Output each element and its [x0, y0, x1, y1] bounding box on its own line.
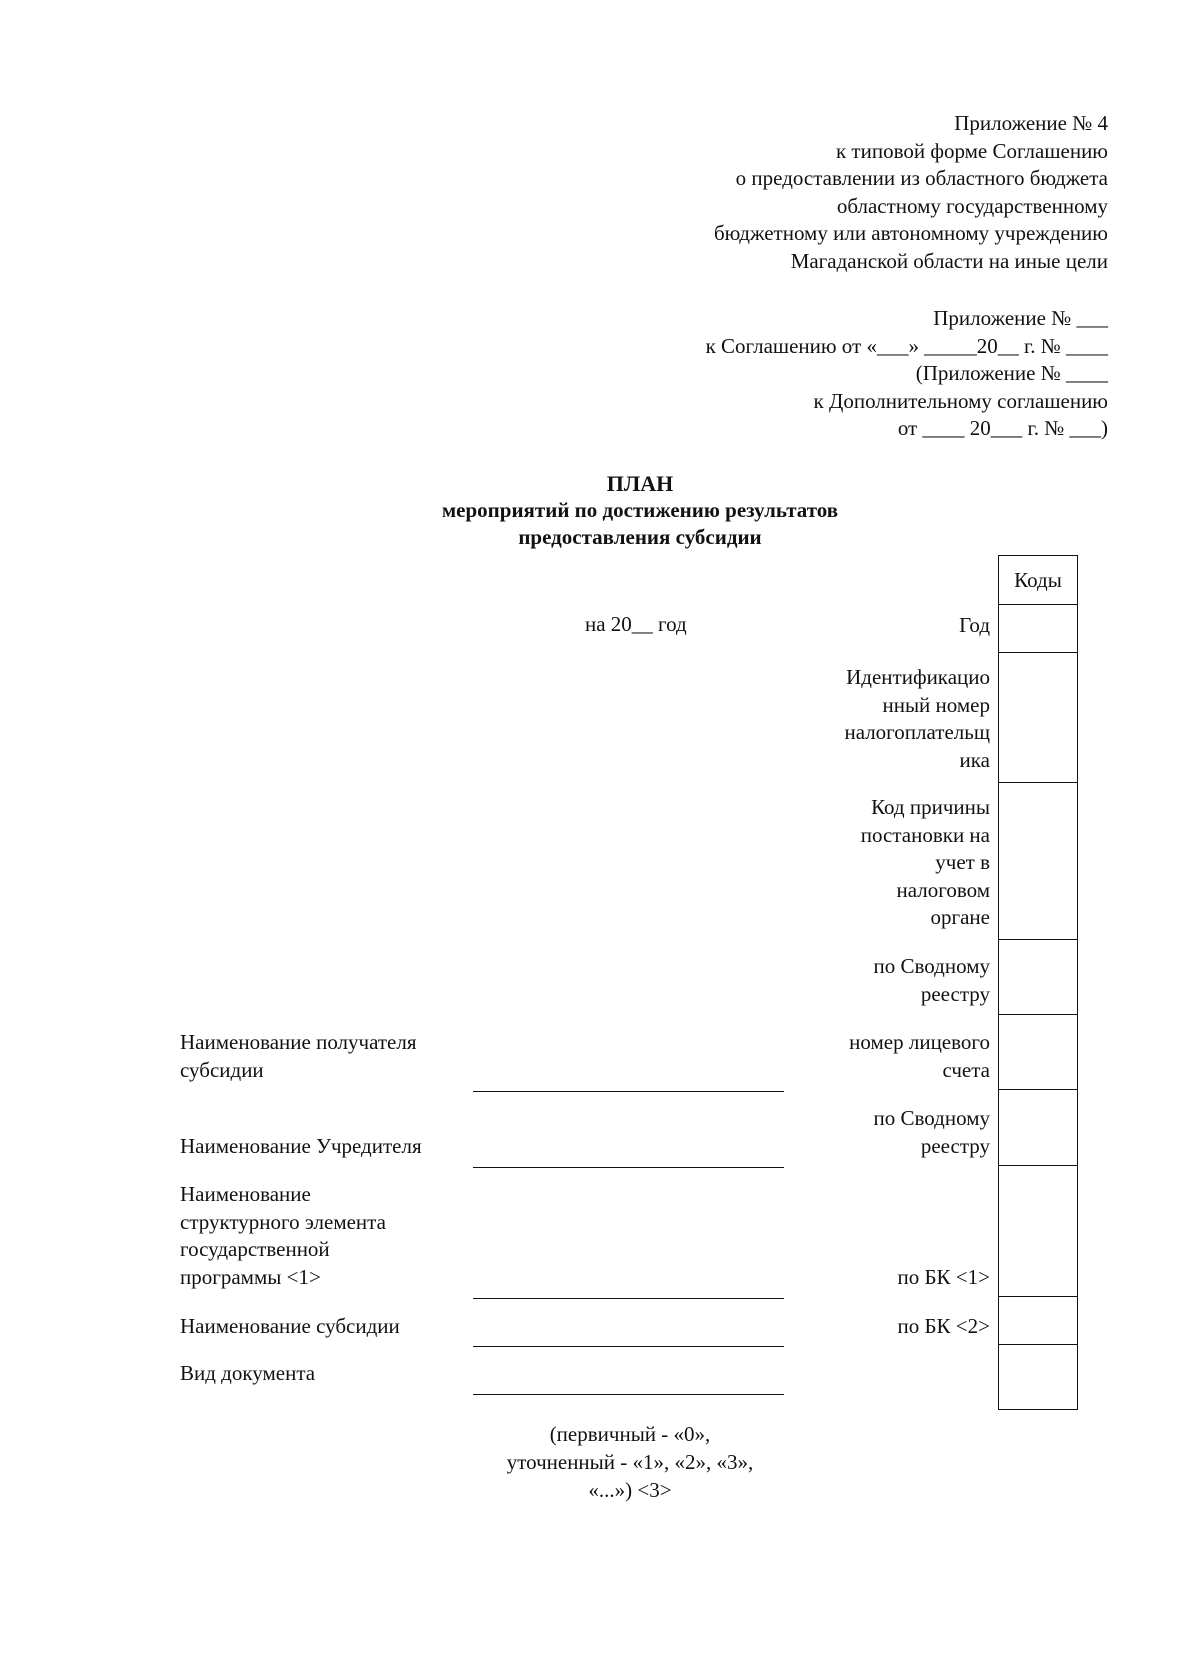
label-kpp-line: Код причины	[871, 795, 990, 819]
label-svod-line: реестру	[920, 1133, 990, 1158]
title-line: мероприятий по достижению результатов	[441, 498, 839, 522]
code-cell-account[interactable]	[999, 1014, 1077, 1090]
label-kpp	[861, 794, 990, 932]
label-bk-2: по БК <2>	[897, 1314, 990, 1338]
note-line: (первичный - «0»,	[549, 1422, 711, 1446]
agreement-reference	[706, 305, 1108, 443]
label-subsidy: Наименование субсидии	[180, 1314, 400, 1338]
label-inn-line: ика	[959, 747, 990, 772]
label-account-line: номер лицевого	[849, 1030, 990, 1054]
label-kpp-line: налоговом	[896, 877, 990, 902]
label-account	[849, 1029, 990, 1084]
doc-type-field[interactable]	[473, 1394, 784, 1395]
label-svod-2	[874, 1105, 990, 1160]
label-program-line: Наименование	[180, 1182, 311, 1206]
reference-line: к Соглашению от «___» _____20__ г. № ____	[705, 333, 1108, 358]
label-inn-line: Идентификацио	[846, 665, 990, 689]
note-line: «...») <3>	[588, 1478, 672, 1502]
header-line: областному государственному	[836, 193, 1108, 218]
label-founder: Наименование Учредителя	[180, 1134, 422, 1158]
program-field[interactable]	[473, 1298, 784, 1299]
title-main: ПЛАН	[606, 471, 674, 496]
reference-line: Приложение № ___	[933, 306, 1108, 330]
label-svod-line: реестру	[920, 981, 990, 1006]
recipient-field[interactable]	[473, 1091, 784, 1092]
reference-line: к Дополнительному соглашению	[813, 388, 1108, 413]
header-line: к типовой форме Соглашению	[835, 138, 1108, 163]
code-cell-bk-2[interactable]	[999, 1296, 1077, 1345]
title-line: предоставления субсидии	[518, 525, 762, 549]
label-kpp-line: учет в	[935, 850, 990, 874]
code-cell-year[interactable]	[999, 604, 1077, 653]
code-cell-svod-2[interactable]	[999, 1089, 1077, 1166]
label-bk-1: по БК <1>	[897, 1265, 990, 1289]
label-program	[180, 1181, 386, 1291]
doc-type-note	[470, 1420, 790, 1504]
label-doc-type: Вид документа	[180, 1361, 316, 1385]
header-line: Магаданской области на иные цели	[790, 248, 1108, 273]
founder-field[interactable]	[473, 1167, 784, 1168]
header-line: о предоставлении из областного бюджета	[735, 166, 1108, 190]
label-svod-1	[874, 953, 990, 1008]
reference-line: (Приложение № ____	[915, 361, 1108, 385]
code-cell-kpp[interactable]	[999, 782, 1077, 940]
document-title	[380, 470, 900, 551]
code-cell-svod-1[interactable]	[999, 939, 1077, 1015]
label-svod-line: по Сводному	[873, 1106, 990, 1130]
label-program-line: программы <1>	[180, 1264, 321, 1289]
appendix-header	[714, 110, 1108, 275]
header-line: бюджетному или автономному учреждению	[714, 221, 1108, 245]
plan-year: на 20__ год	[585, 612, 687, 636]
code-cell-inn[interactable]	[999, 652, 1077, 783]
note-line: уточненный - «1», «2», «3»,	[506, 1450, 754, 1474]
label-kpp-line: постановки на	[860, 822, 990, 847]
code-cell-doc-type[interactable]	[999, 1344, 1077, 1410]
label-inn-line: нный номер	[882, 692, 990, 717]
codes-header: Коды	[1014, 568, 1062, 592]
label-inn-line: налогоплательщ	[844, 720, 990, 744]
label-recipient-line: субсидии	[180, 1057, 264, 1082]
label-program-line: структурного элемента	[180, 1209, 386, 1234]
reference-line: от ____ 20___ г. № ___)	[897, 416, 1108, 440]
code-cell-bk-1[interactable]	[999, 1165, 1077, 1297]
label-inn	[844, 664, 990, 774]
subsidy-field[interactable]	[473, 1346, 784, 1347]
label-svod-line: по Сводному	[873, 954, 990, 978]
label-kpp-line: органе	[930, 905, 990, 929]
header-line: Приложение № 4	[954, 111, 1108, 135]
label-year: Год	[959, 613, 990, 637]
label-recipient-line: Наименование получателя	[180, 1030, 417, 1054]
label-account-line: счета	[942, 1057, 990, 1082]
label-program-line: государственной	[180, 1237, 330, 1261]
label-recipient	[180, 1029, 417, 1084]
codes-table	[998, 555, 1078, 1410]
